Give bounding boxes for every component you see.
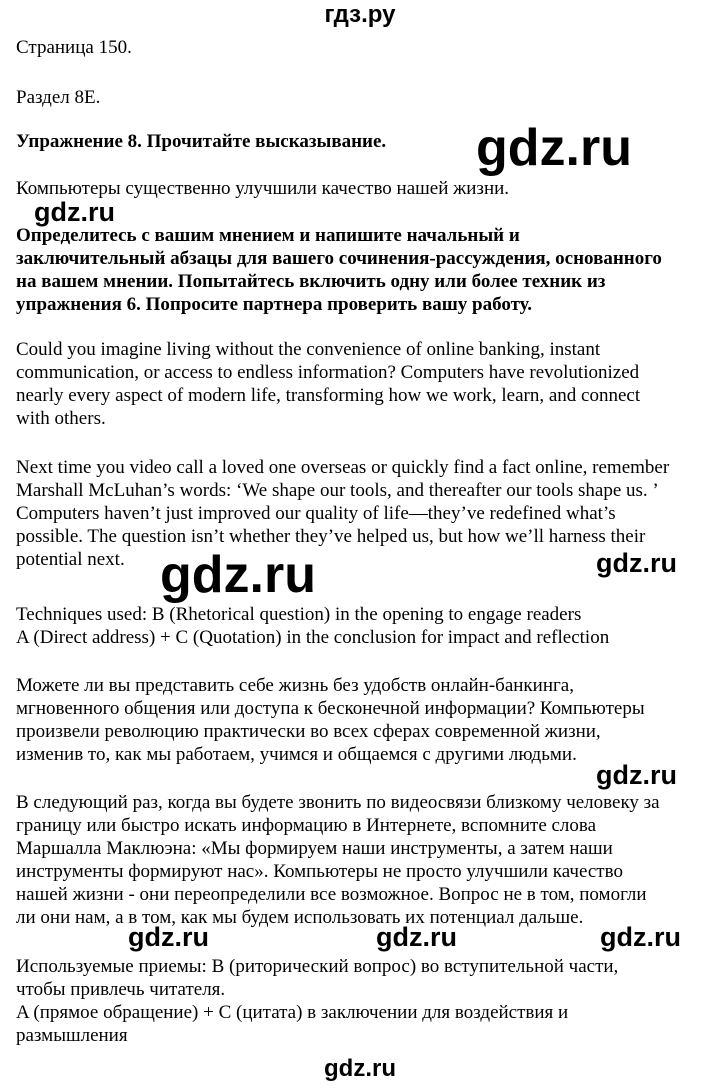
text-line: Можете ли вы представить себе жизнь без удобств онлайн-банкинга, xyxy=(16,675,574,696)
text-line: A (прямое обращение) + C (цитата) в заключении для воздействия и xyxy=(16,1002,569,1023)
text-line: произвели революцию практически во всех сферах современной жизни, xyxy=(16,721,601,742)
task-line: заключительный абзацы для вашего сочинения-рассуждения, основанного xyxy=(16,248,662,269)
text-line: ли они нам, а в том, как мы будем использовать их потенциал дальше. xyxy=(16,907,584,928)
text-line: A (Direct address) + C (Quotation) in the conclusion for impact and reflection xyxy=(16,627,610,648)
opening-paragraph-en xyxy=(16,338,640,430)
text-line: Techniques used: B (Rhetorical question) in the opening to engage readers xyxy=(16,604,582,625)
site-footer: gdz.ru xyxy=(324,1055,396,1082)
watermark: gdz.ru xyxy=(160,546,316,604)
text-line: Computers haven’t just improved our quality of life—they’ve redefined what’s xyxy=(16,503,616,524)
watermark: gdz.ru xyxy=(596,760,677,790)
text-line: В следующий раз, когда вы будете звонить по видеосвязи близкому человеку за xyxy=(16,792,660,813)
task-instructions xyxy=(16,224,662,316)
text-line: Маршалла Маклюэна: «Мы формируем наши инструменты, а затем наши xyxy=(16,838,613,859)
text-line: нашей жизни - они переопределили все возможное. Вопрос не в том, помогли xyxy=(16,884,647,905)
text-line: possible. The question isn’t whether they’ve helped us, but how we’ll harness their xyxy=(16,526,646,547)
opening-paragraph-ru xyxy=(16,674,645,766)
site-header: гдз.ру xyxy=(324,1,396,28)
watermark: gdz.ru xyxy=(128,922,209,952)
text-line: Marshall McLuhan’s words: ‘We shape our tools, and thereafter our tools shape us. ’ xyxy=(16,480,659,501)
text-line: границу или быстро искать информацию в Интернете, вспомните слова xyxy=(16,815,597,836)
section-title: Раздел 8E. xyxy=(16,87,101,108)
text-line: мгновенного общения или доступа к бесконечной информации? Компьютеры xyxy=(16,698,645,719)
watermark: gdz.ru xyxy=(476,119,632,177)
text-line: размышления xyxy=(16,1025,128,1046)
closing-paragraph-ru xyxy=(16,791,660,929)
task-line: Определитесь с вашим мнением и напишите начальный и xyxy=(16,225,520,246)
closing-paragraph-en xyxy=(16,456,669,571)
text-line: чтобы привлечь читателя. xyxy=(16,979,226,1000)
task-line: на вашем мнении. Попытайтесь включить одну или более техник из xyxy=(16,271,606,292)
task-line: упражнения 6. Попросите партнера проверить вашу работу. xyxy=(16,294,533,315)
text-line: изменив то, как мы работаем, учимся и общаемся с другими людьми. xyxy=(16,744,577,765)
text-line: Next time you video call a loved one overseas or quickly find a fact online, remember xyxy=(16,457,670,478)
text-line: инструменты формируют нас». Компьютеры не просто улучшили качество xyxy=(16,861,623,882)
text-line: potential next. xyxy=(16,549,125,570)
exercise-title: Упражнение 8. Прочитайте высказывание. xyxy=(16,131,387,152)
text-line: communication, or access to endless information? Computers have revolutionized xyxy=(16,362,640,383)
watermark: gdz.ru xyxy=(34,197,115,227)
statement: Компьютеры существенно улучшили качество нашей жизни. xyxy=(16,178,510,199)
techniques-en xyxy=(16,603,609,649)
page-number: Страница 150. xyxy=(16,37,132,58)
text-line: nearly every aspect of modern life, transforming how we work, learn, and connect xyxy=(16,385,641,406)
text-line: Используемые приемы: B (риторический вопрос) во вступительной части, xyxy=(16,956,619,977)
watermark: gdz.ru xyxy=(376,922,457,952)
techniques-ru xyxy=(16,955,618,1047)
watermark: gdz.ru xyxy=(600,922,681,952)
watermark: gdz.ru xyxy=(596,548,677,578)
text-line: with others. xyxy=(16,408,106,429)
text-line: Could you imagine living without the convenience of online banking, instant xyxy=(16,339,601,360)
